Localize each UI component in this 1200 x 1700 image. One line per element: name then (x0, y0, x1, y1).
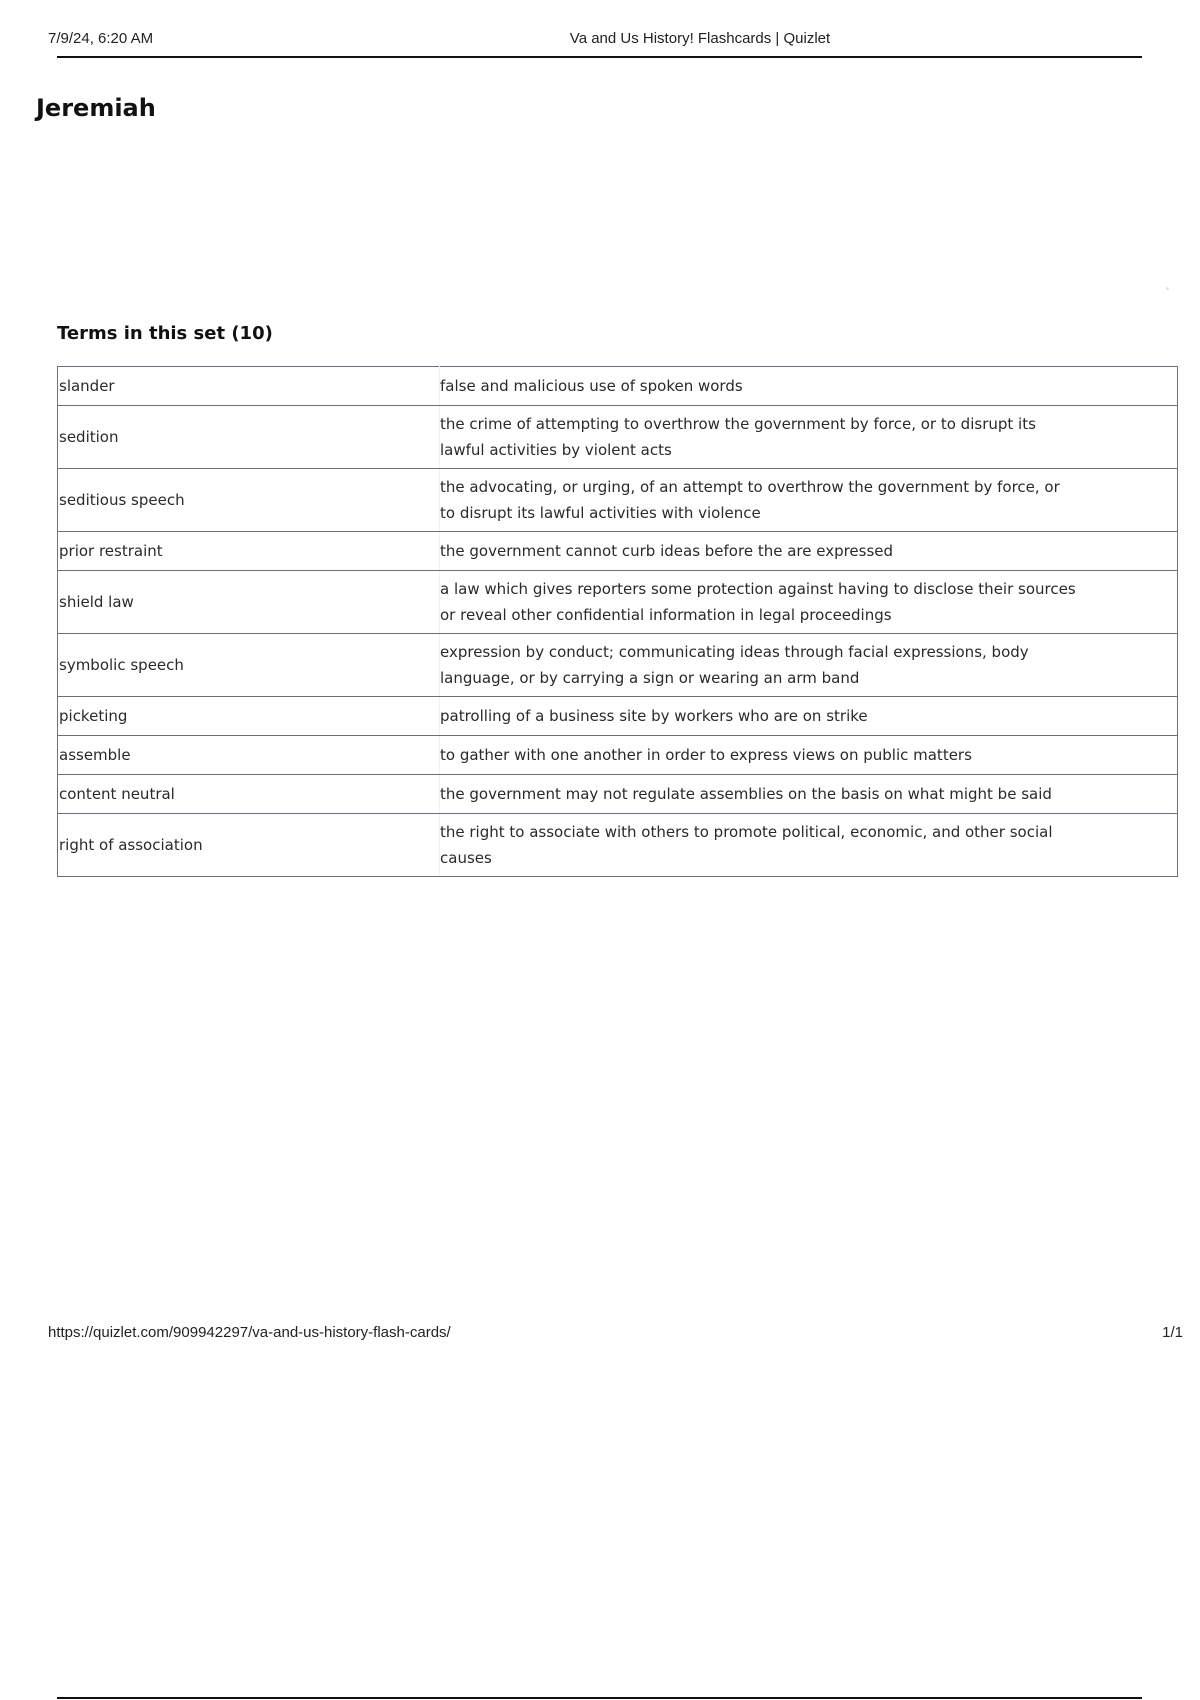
print-footer-url[interactable]: https://quizlet.com/909942297/va-and-us-history-flash-cards/ (48, 1324, 451, 1341)
definition-text: false and malicious use of spoken words (440, 377, 743, 395)
definition-text: patrolling of a business site by workers who are on strike (440, 707, 868, 725)
definition-text: a law which gives reporters some protection against having to disclose their sources or reveal other confidential information in legal proceedings (440, 580, 1076, 624)
print-header-datetime: 7/9/24, 6:20 AM (48, 30, 154, 47)
table-row (58, 469, 1178, 532)
table-row (58, 634, 1178, 697)
table-row (58, 775, 1178, 814)
print-header-title: Va and Us History! Flashcards | Quizlet (569, 30, 831, 47)
table-row (58, 406, 1178, 469)
term-cell: assemble (58, 736, 440, 775)
definition-cell (440, 367, 1178, 406)
table-row (58, 736, 1178, 775)
term-cell: seditious speech (58, 469, 440, 532)
definition-text: the government cannot curb ideas before the are expressed (440, 542, 894, 560)
term-cell: prior restraint (58, 532, 440, 571)
term-cell: sedition (58, 406, 440, 469)
definition-cell (440, 469, 1178, 532)
term-cell: shield law (58, 571, 440, 634)
definition-cell (440, 736, 1178, 775)
definition-cell (440, 571, 1178, 634)
definition-cell (440, 634, 1178, 697)
table-row (58, 697, 1178, 736)
definition-cell (440, 532, 1178, 571)
author-name: Jeremiah (36, 94, 156, 122)
definition-text: the right to associate with others to promote political, economic, and other social causes (440, 823, 1053, 867)
definition-text: the crime of attempting to overthrow the government by force, or to disrupt its lawful activities by violent acts (440, 415, 1036, 459)
definition-text: to gather with one another in order to express views on public matters (440, 746, 972, 764)
terms-heading: Terms in this set (10) (57, 323, 273, 344)
definition-cell (440, 814, 1178, 877)
terms-table (57, 366, 1178, 877)
term-cell: slander (58, 367, 440, 406)
term-cell: content neutral (58, 775, 440, 814)
definition-text: the government may not regulate assemblies on the basis on what might be said (440, 785, 1052, 803)
term-cell: picketing (58, 697, 440, 736)
definition-cell (440, 406, 1178, 469)
definition-cell (440, 775, 1178, 814)
term-cell: symbolic speech (58, 634, 440, 697)
footer-divider (57, 1697, 1142, 1699)
faint-mark (1166, 287, 1169, 290)
term-cell: right of association (58, 814, 440, 877)
print-footer-page-number: 1/1 (1162, 1324, 1183, 1341)
table-row (58, 532, 1178, 571)
table-row (58, 367, 1178, 406)
header-divider (57, 56, 1142, 58)
definition-cell (440, 697, 1178, 736)
definition-text: expression by conduct; communicating ideas through facial expressions, body language, or by carrying a sign or wearing an arm band (440, 643, 1029, 687)
definition-text: the advocating, or urging, of an attempt to overthrow the government by force, or to disrupt its lawful activities with violence (440, 478, 1060, 522)
table-row (58, 814, 1178, 877)
table-row (58, 571, 1178, 634)
